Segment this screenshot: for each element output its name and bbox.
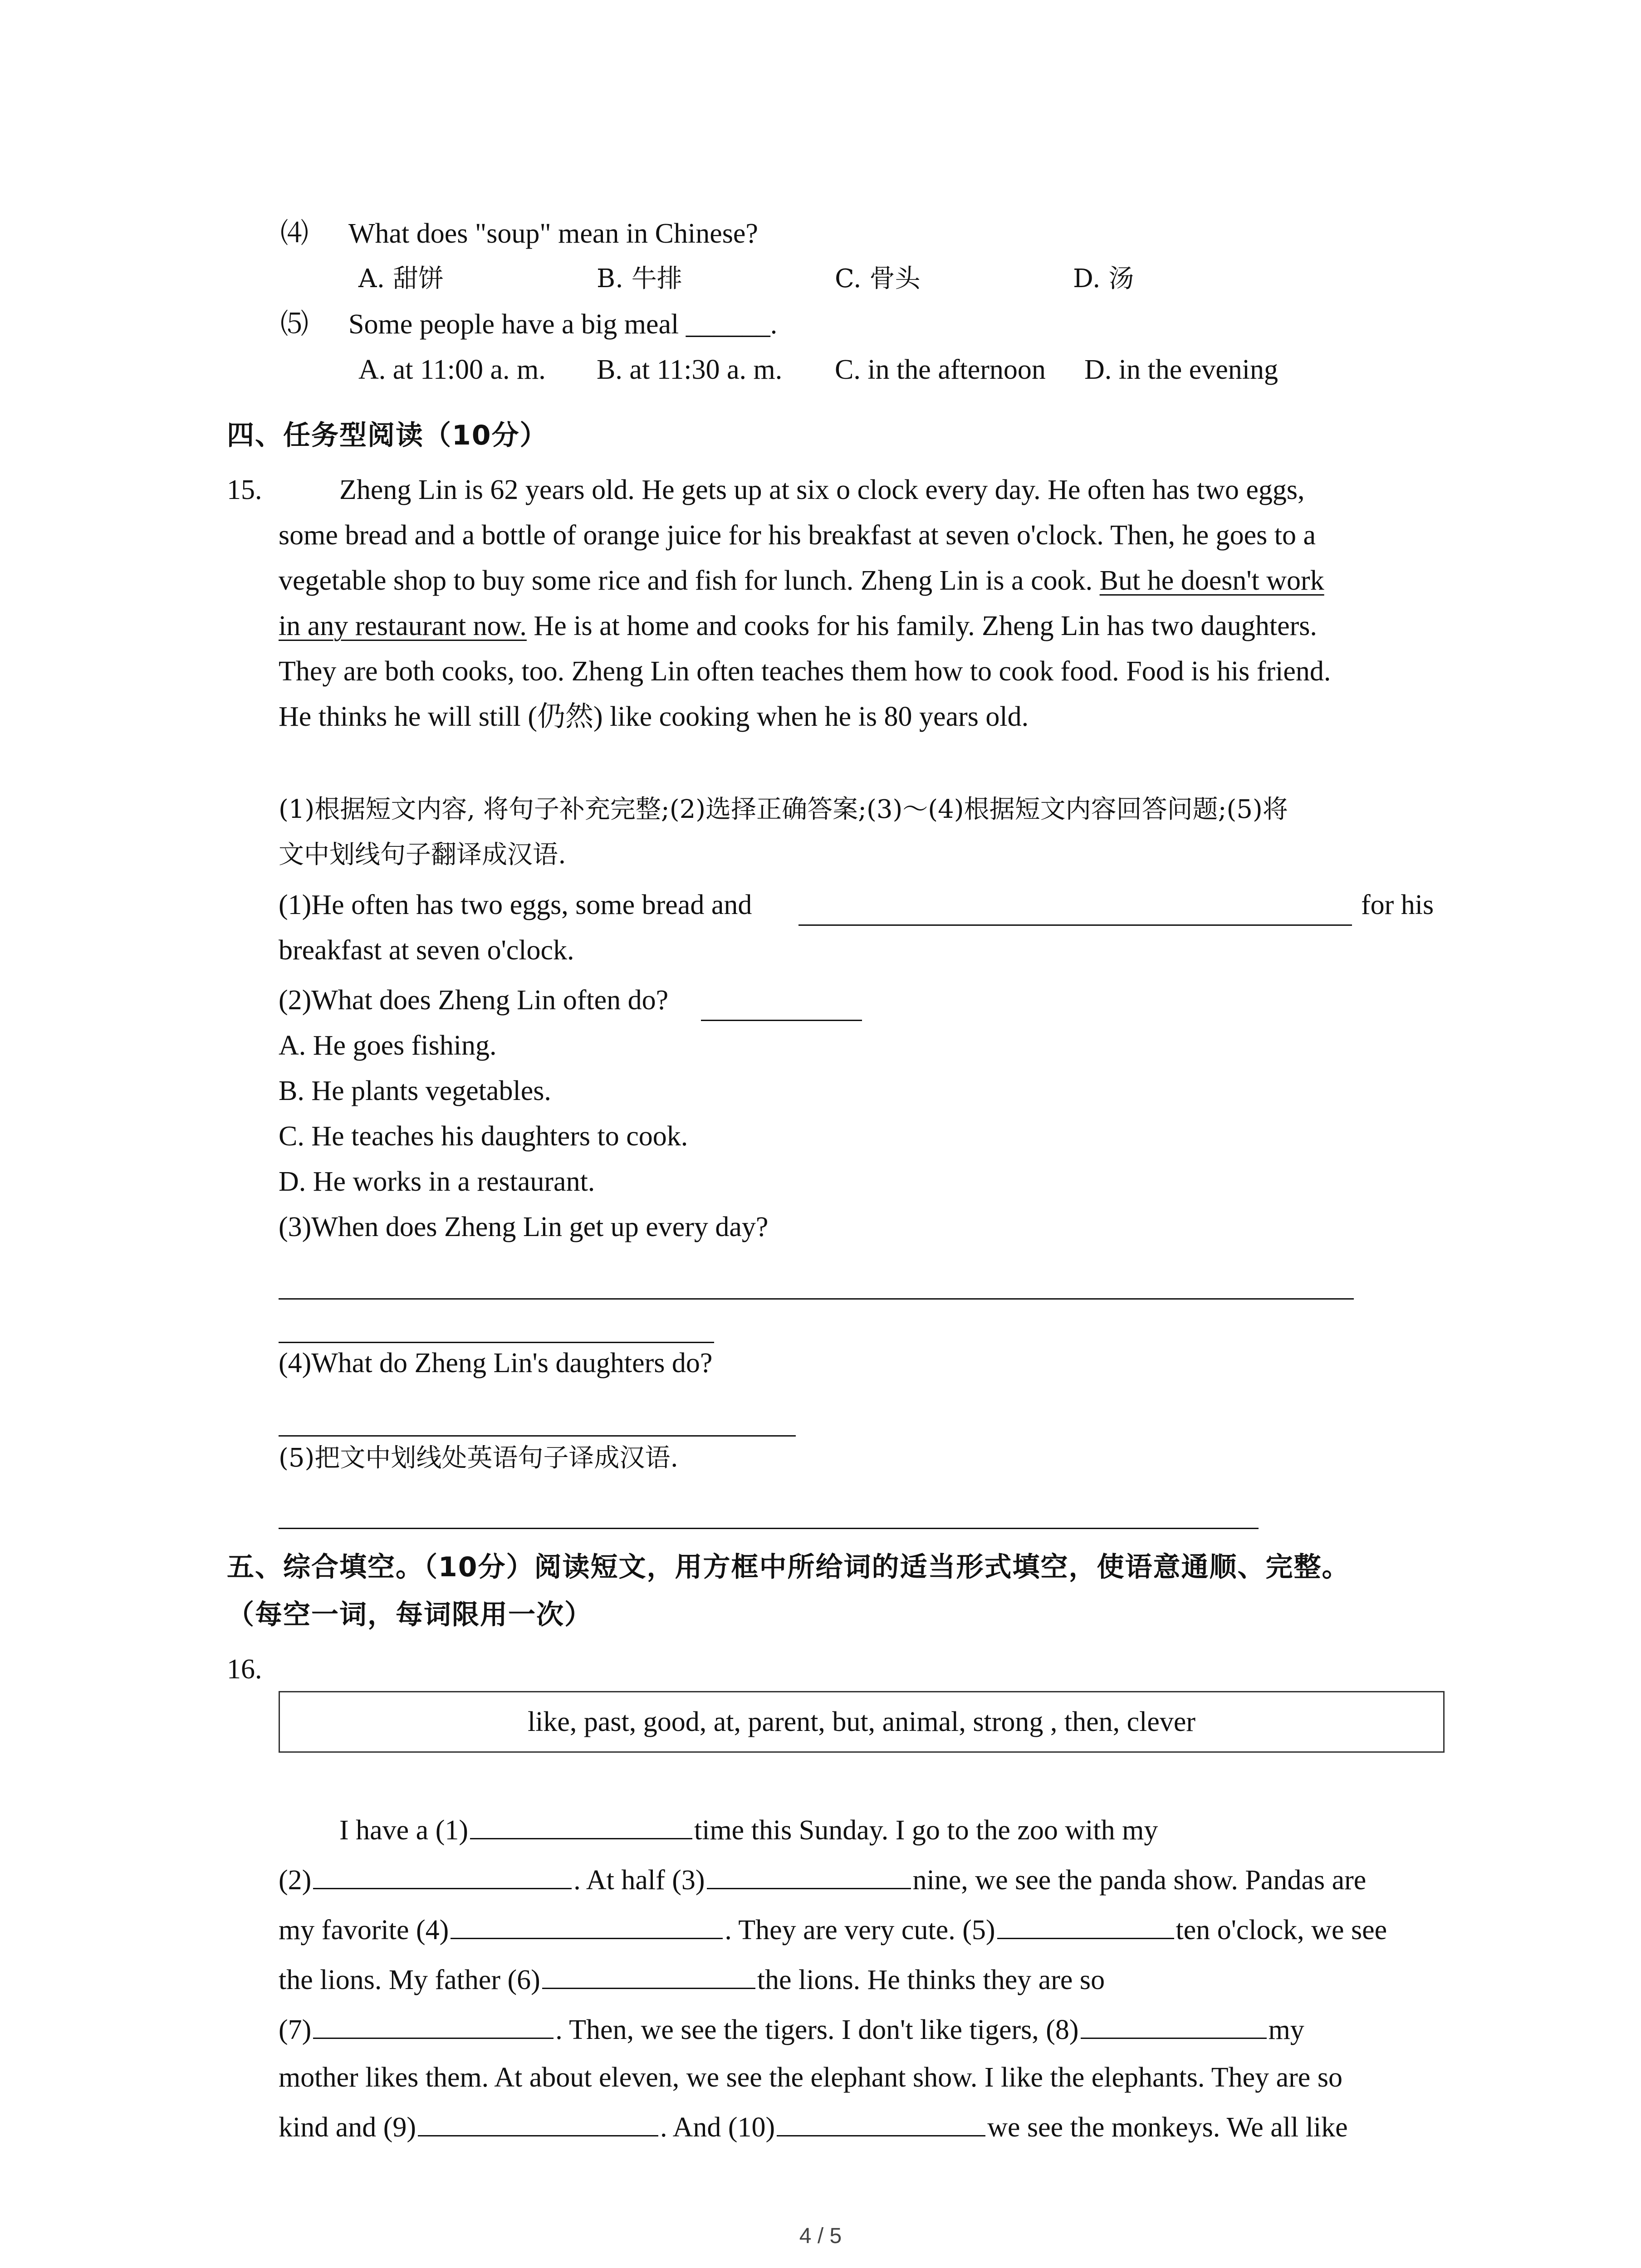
subq5-answer-line[interactable] [279,1528,1259,1529]
q4-number: ⑷ [280,218,309,249]
cloze-text: my [1268,2014,1304,2045]
cloze-text: my favorite (4) [279,1915,449,1945]
cloze-text: kind and (9) [279,2112,416,2143]
q5-text: Some people have a big meal ______. [348,309,778,340]
page-number: 4 / 5 [799,2224,842,2248]
subq2-question: (2)What does Zheng Lin often do? [279,985,669,1016]
passage-line-3 [279,558,1324,603]
q5-option-c: C. in the afternoon [835,354,1046,385]
instructions-line-1: (1)根据短文内容, 将句子补充完整;(2)选择正确答案;(3)～(4)根据短文内容回答问题;(5)将 [279,795,1288,824]
word-bank-box [279,1691,1445,1753]
section4-title: 四、任务型阅读（10分） [227,420,548,451]
blank-8[interactable] [1081,2010,1267,2039]
blank-2[interactable] [313,1861,572,1889]
blank-5[interactable] [997,1911,1174,1939]
cloze-text: the lions. He thinks they are so [757,1965,1105,1995]
cloze-text: . Then, we see the tigers. I don't like tigers, (8) [555,2014,1079,2045]
underlined-sentence-part-1: But he doesn't work [1099,565,1324,596]
cloze-text: ten o'clock, we see [1176,1915,1387,1945]
q16-number: 16. [227,1654,262,1685]
blank-7[interactable] [313,2010,554,2039]
section5-title-line-1: 五、综合填空。（10分）阅读短文，用方框中所给词的适当形式填空，使语意通顺、完整。 [227,1551,1350,1583]
cloze-line-6: mother likes them. At about eleven, we see the elephant show. I like the elephants. They are so [279,2062,1342,2093]
cloze-text: the lions. My father (6) [279,1965,540,1995]
passage-line-4 [279,603,1317,649]
subq4-question: (4)What do Zheng Lin's daughters do? [279,1348,713,1378]
q5-number: ⑸ [280,309,309,340]
blank-6[interactable] [542,1960,755,1989]
q4-option-d: D. 汤 [1073,264,1134,293]
subq1-text: (1)He often has two eggs, some bread and [279,890,752,920]
underlined-sentence-part-2: in any restaurant now. [279,611,527,641]
cloze-text: we see the monkeys. We all like [987,2112,1348,2143]
instructions-line-2: 文中划线句子翻译成汉语. [279,840,566,870]
cloze-line-5 [279,2007,1304,2053]
passage-line-2: some bread and a bottle of orange juice for his breakfast at seven o'clock. Then, he goes to a [279,520,1316,551]
cloze-text: (7) [279,2014,312,2045]
passage-line-6: He thinks he will still (仍然) like cooking when he is 80 years old. [279,701,1029,732]
q15-number: 15. [227,474,262,505]
passage-line-1: Zheng Lin is 62 years old. He gets up at six o clock every day. He often has two eggs, [339,474,1305,505]
cloze-text: . And (10) [660,2112,775,2143]
q4-option-a: A. 甜饼 [358,264,444,293]
subq1-text-end: for his [1361,890,1434,920]
passage-line-3-text: vegetable shop to buy some rice and fish for lunch. Zheng Lin is a cook. [279,565,1100,596]
q5-option-a: A. at 11:00 a. m. [358,354,546,385]
subq5-question: (5)把文中划线处英语句子译成汉语. [279,1443,679,1473]
cloze-line-4 [279,1957,1105,2003]
q5-option-b: B. at 11:30 a. m. [597,354,783,385]
subq2-option-c: C. He teaches his daughters to cook. [279,1121,688,1152]
subq1-text-line2: breakfast at seven o'clock. [279,935,574,966]
passage-line-4-text: He is at home and cooks for his family. Zheng Lin has two daughters. [526,611,1317,641]
subq2-option-a: A. He goes fishing. [279,1030,497,1061]
subq2-answer-line[interactable] [701,1020,862,1021]
cloze-text: . They are very cute. (5) [725,1915,995,1945]
section5-title-line-2: （每空一词，每词限用一次） [227,1599,593,1631]
cloze-text: . At half (3) [573,1865,705,1896]
blank-10[interactable] [777,2108,985,2136]
cloze-text: time this Sunday. I go to the zoo with my [694,1815,1158,1846]
blank-4[interactable] [451,1911,723,1939]
cloze-line-1 [339,1808,1158,1853]
subq2-option-d: D. He works in a restaurant. [279,1166,595,1197]
q4-option-b: B. 牛排 [597,264,682,293]
subq3-answer-line-1[interactable] [279,1298,1354,1300]
cloze-line-7 [279,2105,1348,2150]
cloze-line-2 [279,1857,1366,1903]
cloze-line-3 [279,1907,1387,1953]
q4-option-c: C. 骨头 [835,264,921,293]
blank-9[interactable] [418,2108,658,2136]
cloze-text: (2) [279,1865,312,1896]
blank-1[interactable] [470,1811,692,1839]
q4-text: What does "soup" mean in Chinese? [348,218,758,249]
cloze-text: I have a (1) [339,1815,468,1846]
cloze-text: nine, we see the panda show. Pandas are [912,1865,1367,1896]
passage-line-5: They are both cooks, too. Zheng Lin often teaches them how to cook food. Food is his friend. [279,656,1331,687]
subq2-option-b: B. He plants vegetables. [279,1075,551,1106]
word-bank-text: like, past, good, at, parent, but, animal, strong , then, clever [527,1706,1196,1737]
q5-option-d: D. in the evening [1084,354,1279,385]
subq1-answer-line[interactable] [798,924,1352,926]
subq3-question: (3)When does Zheng Lin get up every day? [279,1212,769,1242]
blank-3[interactable] [707,1861,911,1889]
